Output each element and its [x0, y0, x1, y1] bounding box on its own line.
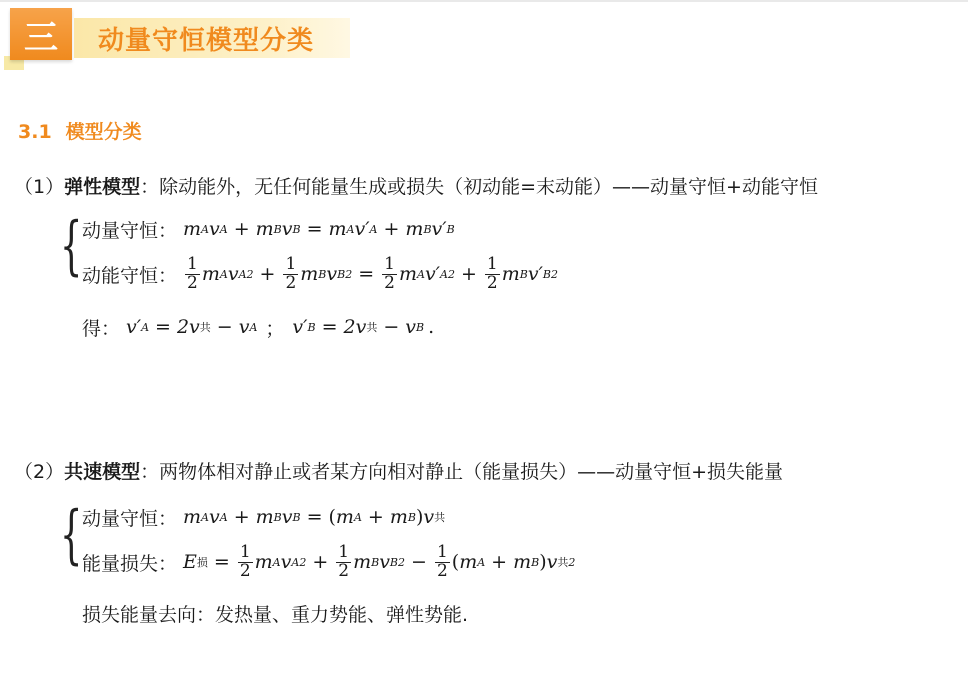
- model2-energy-loss-equation: [82, 538, 575, 586]
- model2-eq2-label: 能量损失：: [82, 552, 178, 575]
- model1-result: [82, 312, 434, 342]
- model1-description: ：除动能外，无任何能量生成或损失（初动能=末动能）——动量守恒+动能守恒: [140, 176, 818, 198]
- model2-momentum-formula: m A v A + m B v B = ( m A + m B ) v 共: [183, 506, 446, 528]
- model1-heading: [14, 172, 818, 199]
- model2-note: 损失能量去向：发热量、重力势能、弹性势能.: [82, 604, 469, 626]
- model1-eq2-label: 动能守恒：: [82, 264, 178, 287]
- model2-description: ：两物体相对静止或者某方向相对静止（能量损失）——动量守恒+损失能量: [140, 461, 784, 483]
- model1-name: 弹性模型: [64, 176, 141, 198]
- chapter-title: 动量守恒模型分类: [98, 26, 315, 56]
- model2-brace: {: [60, 498, 83, 572]
- model1-energy-formula: $\frac{1}{2}$ m A v A 2 + $\frac{1}{2}$ m B v B 2 = $\frac{1}{2}$ m A v′ A 2 + $\frac{1}{2}$ m B v′ B 2: [187, 253, 558, 293]
- model2-momentum-equation: [82, 502, 445, 532]
- model1-eq1-label: 动量守恒：: [82, 219, 178, 242]
- model2-index: （2）: [14, 461, 65, 483]
- model2-eq1-label: 动量守恒：: [82, 507, 178, 530]
- model1-momentum-formula: m A v A + m B v B = m A v′ A + m B v′ B: [183, 218, 455, 240]
- model2-energy-loss-formula: E 损 = $\frac{1}{2}$ m A v A 2 + $\frac{1}{2}$ m B v B 2 − $\frac{1}{2}$ ( m A + m B ) v 共 2: [183, 541, 576, 581]
- model1-energy-equation: [82, 250, 558, 298]
- model1-brace: {: [60, 209, 83, 283]
- chapter-number-badge: 三: [10, 8, 72, 60]
- section-title: 模型分类: [65, 121, 142, 143]
- top-border: [0, 0, 968, 2]
- model1-result-formula: v′ A = 2v 共 − v A ； v′ B = 2v 共 − v B .: [126, 316, 435, 340]
- model2-name: 共速模型: [64, 461, 141, 483]
- model1-index: （1）: [14, 176, 65, 198]
- model2-heading: [14, 457, 783, 484]
- model1-result-label: 得：: [82, 317, 121, 340]
- section-heading: [18, 117, 142, 144]
- section-number: 3.1: [18, 121, 52, 143]
- model1-momentum-equation: [82, 214, 455, 244]
